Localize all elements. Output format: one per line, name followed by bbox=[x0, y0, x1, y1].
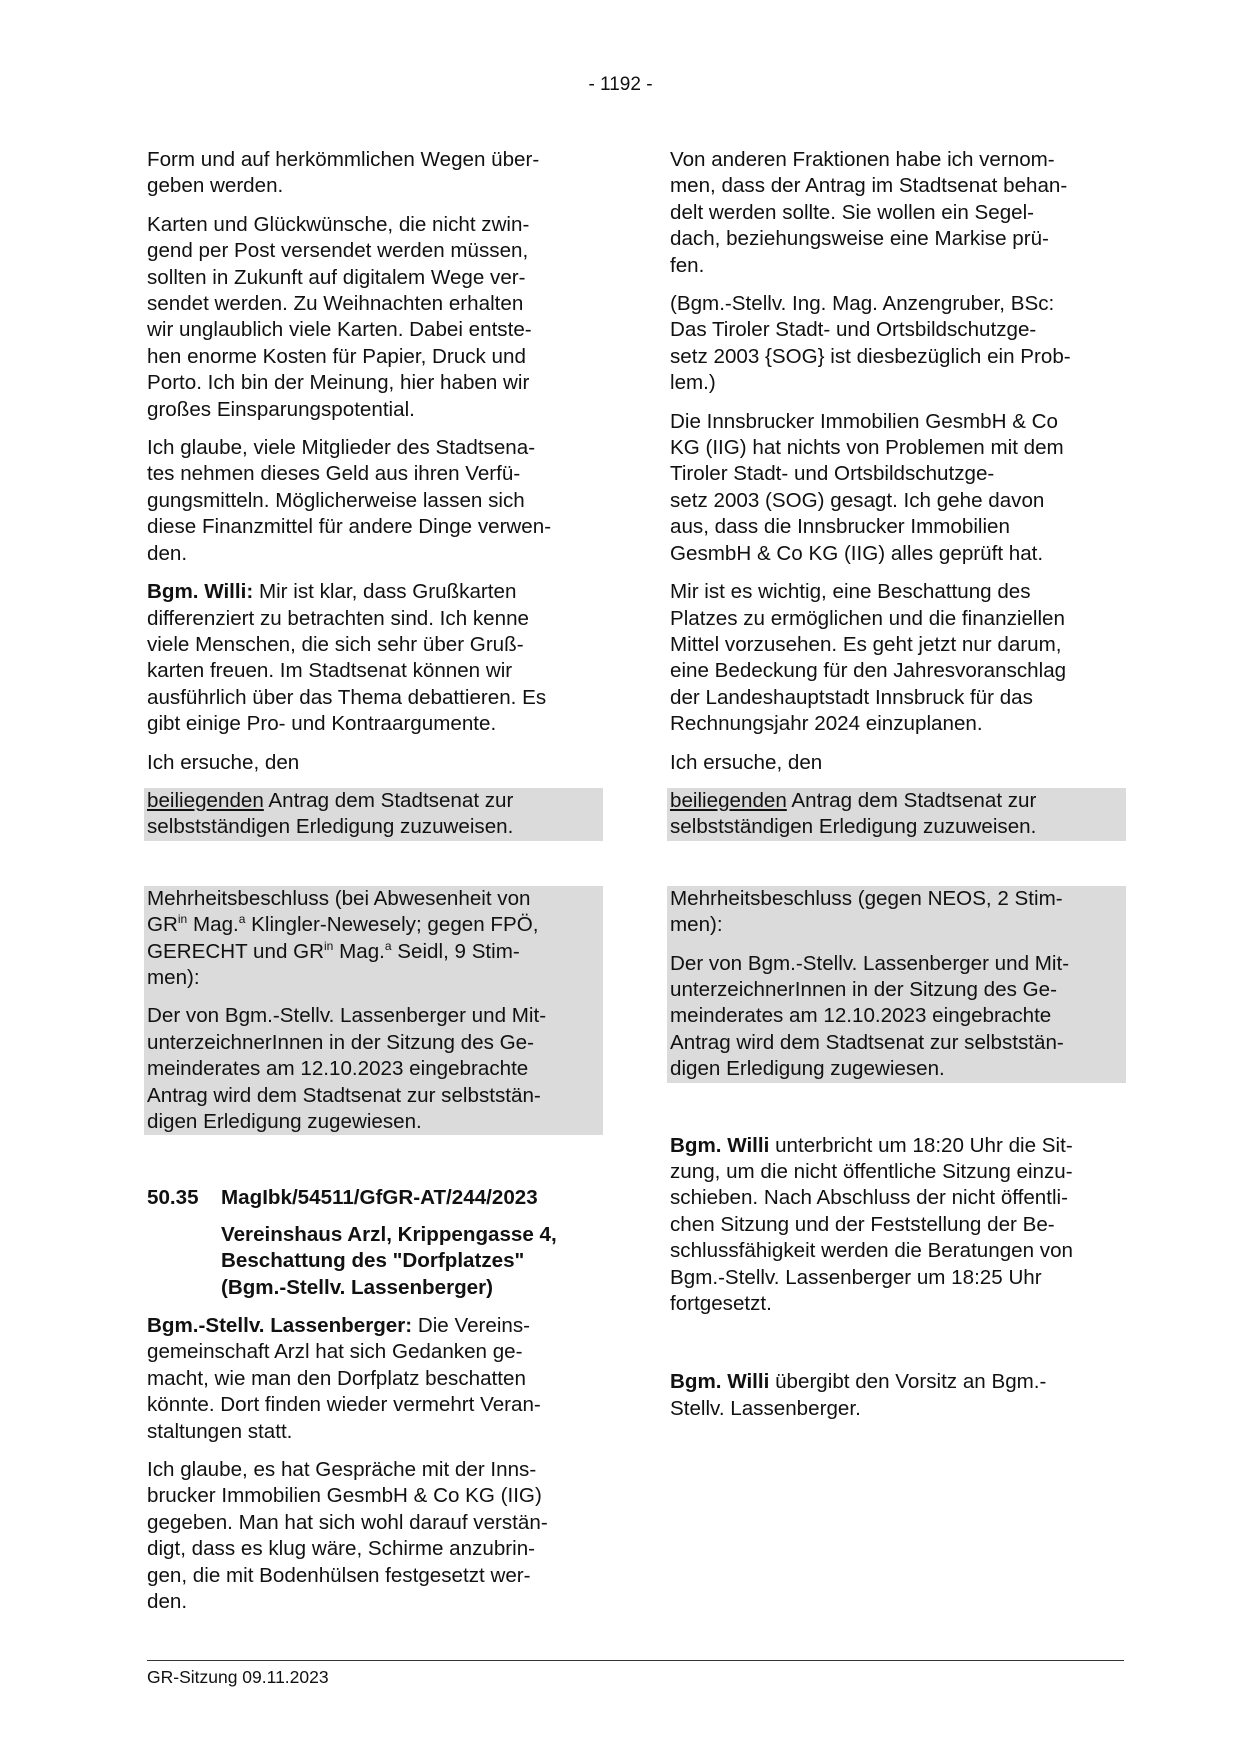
agenda-item-reference: MagIbk/54511/GfGR-AT/244/2023 bbox=[221, 1186, 538, 1210]
footer-divider bbox=[147, 1660, 1124, 1661]
motion-rest: Antrag dem Stadtsenat zur selbstständigen Erledigung zuzuweisen. bbox=[147, 788, 514, 839]
footer-text: GR-Sitzung 09.11.2023 bbox=[147, 1667, 329, 1687]
motion-underlined: beiliegenden bbox=[147, 788, 264, 812]
paragraph: Ich glaube, es hat Gespräche mit der Inns- brucker Immobilien GesmbH & Co KG (IIG) gegeben. Man hat sich wohl darauf verstän- digt, dass es klug wäre, Schirme anzubrin- gen, die mit Bodenhülsen festgesetzt wer- den. bbox=[147, 1458, 548, 1614]
motion-rest: Antrag dem Stadtsenat zur selbstständigen Erledigung zuzuweisen. bbox=[670, 788, 1037, 839]
motion-text bbox=[147, 788, 600, 841]
resolution-box bbox=[667, 886, 1126, 1083]
motion-box bbox=[667, 788, 1126, 841]
speaker-name: Bgm. Willi bbox=[670, 1133, 770, 1157]
speaker-name: Bgm. Willi: bbox=[147, 580, 254, 604]
motion-text bbox=[670, 788, 1123, 841]
speech-text: Die Vereins- gemeinschaft Arzl hat sich Gedanken ge- macht, wie man den Dorfplatz beschatten könnte. Dort finden wieder vermehrt Veran- staltungen statt. bbox=[147, 1314, 541, 1443]
paragraph: Von anderen Fraktionen habe ich vernom- men, dass der Antrag im Stadtsenat behan- delt werden sollte. Sie wollen ein Segel- dach, beziehungsweise eine Markise prü- fen. bbox=[670, 148, 1068, 277]
paragraph: Ich glaube, viele Mitglieder des Stadtsena- tes nehmen dieses Geld aus ihren Verfü- gungsmitteln. Möglicherweise lassen sich diese Finanzmittel für andere Dinge verwen- den. bbox=[147, 436, 552, 565]
left-column bbox=[147, 147, 603, 1628]
resolution-text: Der von Bgm.-Stellv. Lassenberger und Mit- unterzeichnerInnen in der Sitzung des Ge- meinderates am 12.10.2023 eingebrachte Antrag wird dem Stadtsenat zur selbststän- digen Erledigung zugewiesen. bbox=[670, 951, 1070, 1081]
paragraph: Karten und Glückwünsche, die nicht zwin- gend per Post versendet werden müssen, sollten in Zukunft auf digitalem Wege ver- sendet werden. Zu Weihnachten erhalten wir unglaublich viele Karten. Dabei entste- hen enorme Kosten für Papier, Druck und Porto. Ich bin der Meinung, hier haben wir großes Einsparungspotential. bbox=[147, 212, 532, 421]
resolution-box bbox=[144, 886, 603, 1136]
speaker-paragraph bbox=[147, 579, 603, 737]
request-text: Ich ersuche, den bbox=[147, 750, 300, 774]
speech-text: unterbricht um 18:20 Uhr die Sit- zung, um die nicht öffentliche Sitzung einzu- schieben. Nach Abschluss der nicht öffentli- chen Sitzung und der Feststellung der Be- schlussfähigkeit werden die Beratungen von Bgm.-Stellv. Lassenberger um 18:25 Uhr fortgesetzt. bbox=[670, 1133, 1073, 1316]
resolution-heading: Mehrheitsbeschluss (gegen NEOS, 2 Stim- men): bbox=[670, 886, 1063, 937]
request-text: Ich ersuche, den bbox=[670, 750, 823, 774]
speech-text: Mir ist klar, dass Grußkarten differenziert zu betrachten sind. Ich kenne viele Menschen, die sich sehr über Gruß- karten freuen. Im Stadtsenat können wir ausführlich über das Thema debattieren. Es gibt einige Pro- und Kontraargumente. bbox=[147, 580, 547, 736]
right-column bbox=[670, 147, 1126, 1434]
speech-text: übergibt den Vorsitz an Bgm.- Stellv. Lassenberger. bbox=[670, 1370, 1047, 1420]
paragraph: Form und auf herkömmlichen Wegen über- geben werden. bbox=[147, 148, 540, 198]
paragraph: Die Innsbrucker Immobilien GesmbH & Co KG (IIG) hat nichts von Problemen mit dem Tiroler Stadt- und Ortsbildschutzge- setz 2003 (SOG) gesagt. Ich gehe davon aus, dass die Innsbrucker Immobilien GesmbH & Co KG (IIG) alles geprüft hat. bbox=[670, 409, 1064, 565]
speaker-name: Bgm. Willi bbox=[670, 1370, 770, 1394]
resolution-text: Der von Bgm.-Stellv. Lassenberger und Mit- unterzeichnerInnen in der Sitzung des Ge- meinderates am 12.10.2023 eingebrachte Antrag wird dem Stadtsenat zur selbststän- digen Erledigung zugewiesen. bbox=[147, 1004, 547, 1133]
speaker-paragraph bbox=[147, 1313, 603, 1445]
agenda-item-header bbox=[147, 1185, 603, 1211]
speaker-paragraph bbox=[670, 1369, 1126, 1422]
agenda-item-title: Vereinshaus Arzl, Krippengasse 4, Beschattung des "Dorfplatzes" (Bgm.-Stellv. Lassenberger) bbox=[221, 1222, 557, 1299]
speaker-name: Bgm.-Stellv. Lassenberger: bbox=[147, 1314, 413, 1338]
page-number: - 1192 - bbox=[588, 74, 653, 95]
speaker-paragraph bbox=[670, 1133, 1126, 1318]
paragraph: (Bgm.-Stellv. Ing. Mag. Anzengruber, BSc: Das Tiroler Stadt- und Ortsbildschutzge- setz 2003 {SOG} ist diesbezüglich ein Prob- lem.) bbox=[670, 292, 1071, 395]
agenda-item-number: 50.35 bbox=[147, 1186, 199, 1210]
paragraph: Mir ist es wichtig, eine Beschattung des Platzes zu ermöglichen und die finanziellen Mittel vorzusehen. Es geht jetzt nur darum, eine Bedeckung für den Jahresvoranschlag der Landeshauptstadt Innsbruck für das Rechnungsjahr 2024 einzuplanen. bbox=[670, 580, 1067, 736]
motion-box bbox=[144, 788, 603, 841]
resolution-heading: Mehrheitsbeschluss (bei Abwesenheit von $GR^{in}$ Mag.$^a$ Klingler-Newesely; gegen FPÖ, GERECHT und $GR^{in}$ Mag.$^a$ Seidl, 9 Stim- men): bbox=[147, 886, 539, 989]
motion-underlined: beiliegenden bbox=[670, 788, 787, 812]
